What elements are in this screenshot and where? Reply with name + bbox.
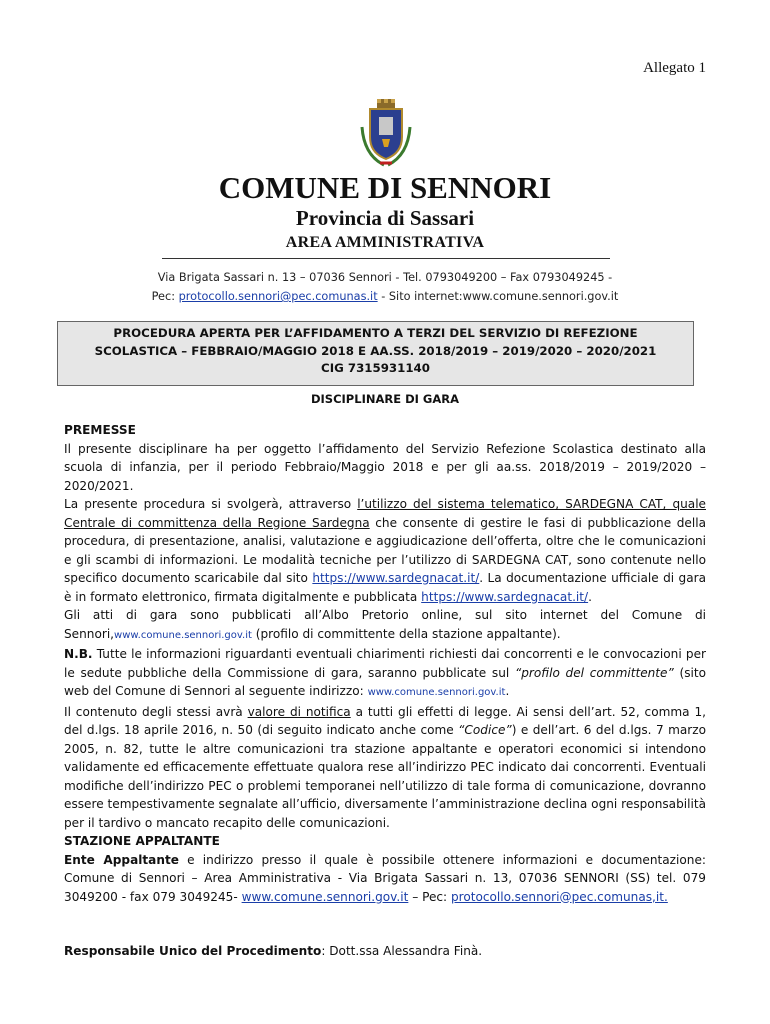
procedure-line-1: PROCEDURA APERTA PER L’AFFIDAMENTO A TERZI DEL SERVIZIO DI REFEZIONE [113, 326, 638, 340]
document-title: DISCIPLINARE DI GARA [310, 392, 460, 406]
sardegnacat-link-1[interactable]: https://www.sardegnacat.it/ [312, 571, 480, 585]
premesse-paragraph-5: Il contenuto degli stessi avrà valore di notifica a tutti gli effetti di legge. Ai sensi dell’art. 52, comma 1, del d.lgs. 18 aprile 2016, n. 50 (di seguito indicato anche come “Codice”) e dell’art. 6 del d.lgs. 7 marzo 2005, n. 82, tutte le altre comunicazioni tra stazione appaltante e operatori economici si intendono validamente ed efficacemente effettuate qualora rese all’indirizzo PEC indicato dai concorrenti. Eventuali modifiche dell’indirizzo PEC o problemi temporanei nell’utilizzo di tale forma di comunicazione, dovranno essere tempestivamente segnalate all’ufficio, diversamente l’amministrazione declina ogni responsabilità per il tardivo o mancato recapito delle comunicazioni. [64, 704, 706, 830]
procedure-line-2: SCOLASTICA – FEBBRAIO/MAGGIO 2018 E AA.SS. 2018/2019 – 2019/2020 – 2020/2021 [94, 343, 657, 358]
province-name: Provincia di Sassari [295, 206, 475, 230]
document-body [64, 421, 706, 961]
premesse-heading: PREMESSE [64, 423, 136, 437]
nb-paragraph: N.B. Tutte le informazioni riguardanti eventuali chiarimenti richiesti dai concorrenti e le convocazioni per le sedute pubbliche della Commissione di gara, saranno pubblicate sul “profilo del committente” (sito web del Comune di Sennori al seguente indirizzo: www.comune.sennori.gov.it. [64, 647, 706, 698]
coat-of-arms-icon [358, 97, 414, 169]
premesse-paragraph-1: Il presente disciplinare ha per oggetto l’affidamento del Servizio Refezione Scolastica destinato alla scuola di infanzia, per il periodo Febbraio/Maggio 2018 e per gli aa.ss. 2018/2019 – 2019/2020 – 2020/2021. [64, 441, 706, 493]
pec-prefix: Pec: [151, 290, 179, 303]
premesse-paragraph-2: La presente procedura si svolgerà, attraverso l’utilizzo del sistema telematico, SARDEGNA CAT, quale Centrale di committenza della Regione Sardegna che consente di gestire le fasi di pubblicazione della procedura, di presentazione, analisi, valutazione e aggiudicazione dell’offerta, oltre che le comunicazioni e gli scambi di informazioni. Le modalità tecniche per l’utilizzo di SARDEGNA CAT, sono contenute nello specifico documento scaricabile dal sito https://www.sardegnacat.it/. La documentazione ufficiale di gara è in formato elettronico, firmata digitalmente e pubblicata https://www.sardegnacat.it/. [64, 497, 706, 604]
pec-email-link[interactable]: protocollo.sennori@pec.comunas.it [178, 290, 378, 303]
stazione-heading: STAZIONE APPALTANTE [64, 834, 220, 848]
rup-value: : Dott.ssa Alessandra Finà. [321, 944, 483, 958]
comune-site-link-2[interactable]: www.comune.sennori.gov.it [367, 687, 506, 698]
header-divider [162, 258, 610, 259]
nb-label: N.B. [64, 647, 93, 661]
comune-site-link-1[interactable]: www.comune.sennori.gov.it [114, 629, 252, 641]
area-name: AREA AMMINISTRATIVA [285, 234, 485, 251]
procedure-box [57, 321, 694, 386]
comune-site-link-3[interactable]: www.comune.sennori.gov.it [241, 889, 409, 904]
rup-line [64, 942, 706, 961]
contact-line [0, 290, 770, 303]
annex-label: Allegato 1 [643, 60, 706, 76]
site-text: - Sito internet:www.comune.sennori.gov.it [377, 290, 619, 303]
rup-label: Responsabile Unico del Procedimento [64, 944, 322, 958]
sardegna-cat-link-text: l’utilizzo del sistema telematico, SARDEGNA CAT, quale Centrale di committenza della Regione Sardegna [64, 497, 706, 530]
pec-link[interactable]: protocollo.sennori@pec.comunas,it. [450, 889, 668, 904]
municipality-name: COMUNE DI SENNORI [218, 170, 552, 205]
stazione-paragraph: Ente Appaltante e indirizzo presso il quale è possibile ottenere informazioni e documentazione: Comune di Sennori – Area Amministrativa - Via Brigata Sassari n. 13, 07036 SENNORI (SS) tel. 079 3049200 - fax 079 3049245- www.comune.sennori.gov.it – Pec: protocollo.sennori@pec.comunas,it. [64, 852, 706, 904]
premesse-paragraph-3: Gli atti di gara sono pubblicati all’Albo Pretorio online, sul sito internet del Comune di Sennori,www.comune.sennori.gov.it (profilo di committente della stazione appaltante). [64, 608, 706, 641]
sardegnacat-link-2[interactable]: https://www.sardegnacat.it/ [421, 589, 589, 604]
address-line: Via Brigata Sassari n. 13 – 07036 Sennori - Tel. 0793049200 – Fax 0793049245 - [157, 271, 613, 284]
procedure-cig: CIG 7315931140 [321, 361, 430, 375]
